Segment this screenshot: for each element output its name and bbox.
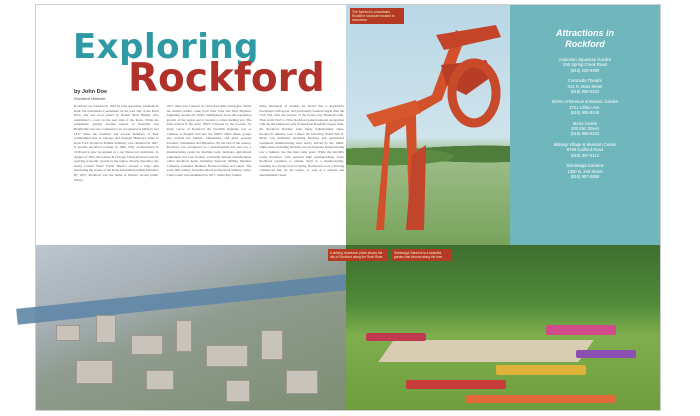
attraction-item [510,142,660,158]
sculpture-photo [346,5,510,245]
magazine-spread [36,5,660,410]
attraction-name: Metro Centre [572,120,598,126]
attraction-item [510,57,660,73]
attraction-phone: (815) 968-5222 [570,131,600,137]
attraction-name: Coronado Theatre [568,78,602,84]
attraction-name: Sinnissippi Gardens [566,163,604,169]
attraction-item [510,78,660,94]
byline-title: Rockford Website [74,96,106,101]
city-aerial-photo [36,245,346,410]
attractions-sidebar [510,5,660,245]
attraction-address: 314 N. Main Street [567,83,603,89]
attraction-address: 2701 Clifton Ave. [569,104,601,110]
sidebar-title-line2: Rockford [565,39,605,49]
attraction-phone: (815) 968-0222 [570,89,600,95]
attraction-item [510,121,660,137]
attraction-address: 340 Spring Creek Road [563,62,607,68]
sculpture-caption: The Symbol is a landmark Rockford sculpture located in downtown. [350,8,404,24]
article-title-line1: Exploring [73,27,259,67]
attraction-item [510,163,660,179]
city-caption: A striking downtown photo shows the city of Rockford along the Rock River. [328,249,388,261]
attraction-address: 6799 Guilford Road [566,147,604,153]
attraction-phone: (815) 229-9390 [570,67,600,73]
article-column-3: many thousands of soldiers for World War I. Rockford's fascination with sports, and particularly baseball began after the Civil War with the success of the Forest City Baseball Club. Then from 1943 to 1954, Rockford gained national recognition with the All American Girls Professional Baseball League team, the Rockford Peaches. Like many industrialized cities, Rockford's industry took a major hit following World War II. Many core industries including furniture and agricultural equipment manufacturing were newly arrived by the 1960s, while others including machine tool and fastener manufacturing saw a fruitless rise that then came years. While the mid-80's found Rockford with national high unemployment today Rockford continues to remake itself as a manufacturing, resulting in a strong local economy. Rockford is now a thriving commercial hub for the region, as well as a cultural and entertainment center. [259,104,345,177]
attraction-name: Klehm Arboretum & Botanic Garden [551,99,619,105]
attraction-name: Midway Village & Museum Center [553,141,617,147]
byline: by John Doe [74,89,108,95]
river [16,271,376,325]
article-body [74,104,344,246]
sidebar-title-line1: Attractions in [555,28,614,38]
attractions-list [510,57,660,184]
sculpture-illustration [346,5,510,245]
attraction-phone: (815) 397-9112 [570,152,600,158]
garden-caption: Sinnissippi Gardens is a beautiful, garden that blooms along the river. [392,249,452,261]
attraction-item [510,99,660,115]
attraction-name: Anderson Japanese Garden [558,57,612,62]
attraction-address: 1300 N. 2nd Street [567,168,603,174]
attraction-phone: (815) 965-8146 [570,110,600,116]
sidebar-title [510,28,660,50]
attraction-phone: (815) 987-8858 [570,173,600,179]
article-title-line2: Rockford [128,56,325,101]
article-column-2: 1877, there was a launch of a Rockford daily newspaper. While the earliest settlers came from New York and New England, beginning around the 1850's immigration drove the population growth of the region and it became a robust melting pot. The Irish arrived in the early 1850's followed by the Swedes. So many waves of Rockford the Swedish language was as common as English well into the 1900's. Other ethnic groups also include the Italians, Lithuanians, and more recently Laotians, Vietnamese and Hispanics. By the turn of the century, Rockford was recognized as a mid-industrial hub and was a manufacturing center for machine tools, furniture, agricultural equipment and even hosiery, eventually famous manufacturers called Rockford home including Ingersoll Milling Machine Company, Greenlee Brothers, Barber-Colman and others. The early 20th century found Rockford an important military center. Camp Grant was established in 1917, where they trained [166,104,252,177]
article-column-1: Rockford was founded in 1834 by land speculator Germanicus Kent. He established a settlement on the west side of the Rock River and was soon joined by Daniel Shaw Haight, who established a town on the east side of the Rock. While the settlements quickly became known as Kentville and Haightville, the area continued to be recognized as Midway and 1837 when the founders and several members of their communities met in Chicago and changed Midway's name to Rock Ford. Rockford Female Seminary was chartered in 1847. It became Rockford College in 1892, fully coeducational in 1958 and is now recognized as a top liberal arts institution. In August of 1852, the Galena & Chicago Union Railroad arrived, spurring economic growth in the region. Shortly thereafter, the newly formed Water Power District erected a large dam harnessing the waters of the Rock and fuelling industrialization. By 1875, Rockford was the home of Illinois' second public library. [74,104,159,182]
garden-path [378,340,593,362]
attraction-address: 300 Elm Street [571,126,599,132]
garden-photo [330,245,660,410]
